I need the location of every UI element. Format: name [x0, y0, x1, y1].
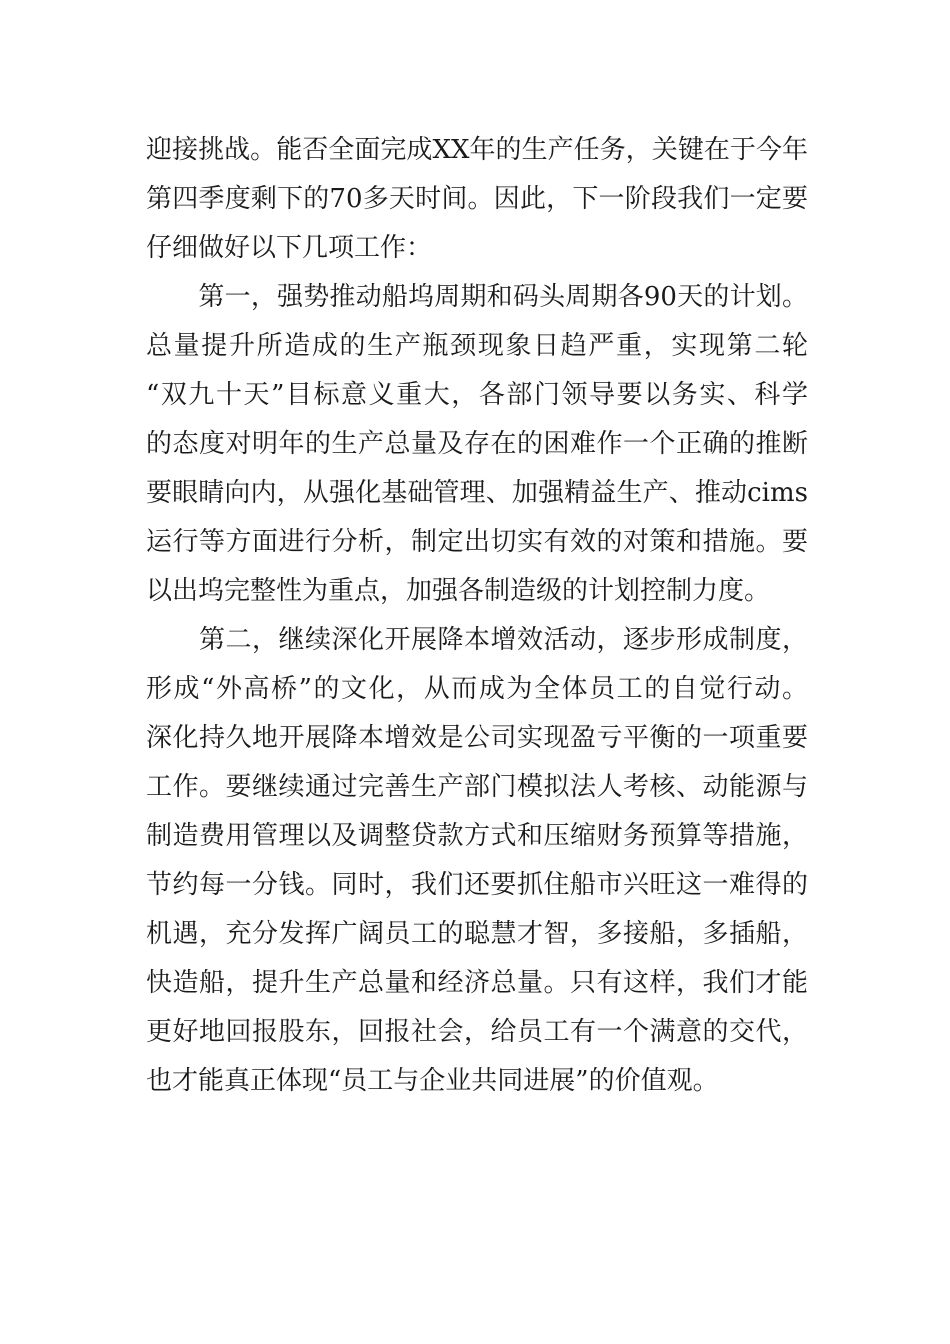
text-line: 仔细做好以下几项工作： [146, 233, 433, 263]
text-line: 总量提升所造成的生产瓶颈现象日趋严重，实现第二轮 [146, 331, 808, 361]
text-line: 要眼睛向内，从强化基础管理、加强精益生产、推动cims [146, 478, 808, 508]
text-line: 深化持久地开展降本增效是公司实现盈亏平衡的一项重要 [146, 723, 808, 753]
text-line: 以出坞完整性为重点，加强各制造级的计划控制力度。 [146, 576, 771, 606]
text-line: 第二，继续深化开展降本增效活动，逐步形成制度， [146, 625, 808, 655]
text-line: 迎接挑战。能否全面完成XX年的生产任务，关键在于今年 [146, 135, 808, 165]
document-body [146, 126, 808, 1106]
text-line: 节约每一分钱。同时，我们还要抓住船市兴旺这一难得的 [146, 870, 808, 900]
text-line: 第四季度剩下的70多天时间。因此，下一阶段我们一定要 [146, 184, 808, 214]
text-line: 机遇，充分发挥广阔员工的聪慧才智，多接船，多插船， [146, 919, 808, 949]
text-line: 制造费用管理以及调整贷款方式和压缩财务预算等措施， [146, 821, 808, 851]
paragraph-3 [146, 616, 808, 1106]
text-line: 更好地回报股东，回报社会，给员工有一个满意的交代， [146, 1017, 808, 1047]
text-line: 工作。要继续通过完善生产部门模拟法人考核、动能源与 [146, 772, 808, 802]
paragraph-2 [146, 273, 808, 616]
text-line: 第一，强势推动船坞周期和码头周期各90天的计划。 [146, 282, 808, 312]
text-line: 运行等方面进行分析，制定出切实有效的对策和措施。要 [146, 527, 808, 557]
text-line: “双九十天”目标意义重大，各部门领导要以务实、科学 [146, 380, 808, 410]
text-line: 快造船，提升生产总量和经济总量。只有这样，我们才能 [146, 968, 808, 998]
text-line: 的态度对明年的生产总量及存在的困难作一个正确的推断 [146, 429, 808, 459]
text-line: 形成“外高桥”的文化，从而成为全体员工的自觉行动。 [146, 674, 808, 704]
text-line: 也才能真正体现“员工与企业共同进展”的价值观。 [146, 1066, 719, 1096]
paragraph-1 [146, 126, 808, 273]
